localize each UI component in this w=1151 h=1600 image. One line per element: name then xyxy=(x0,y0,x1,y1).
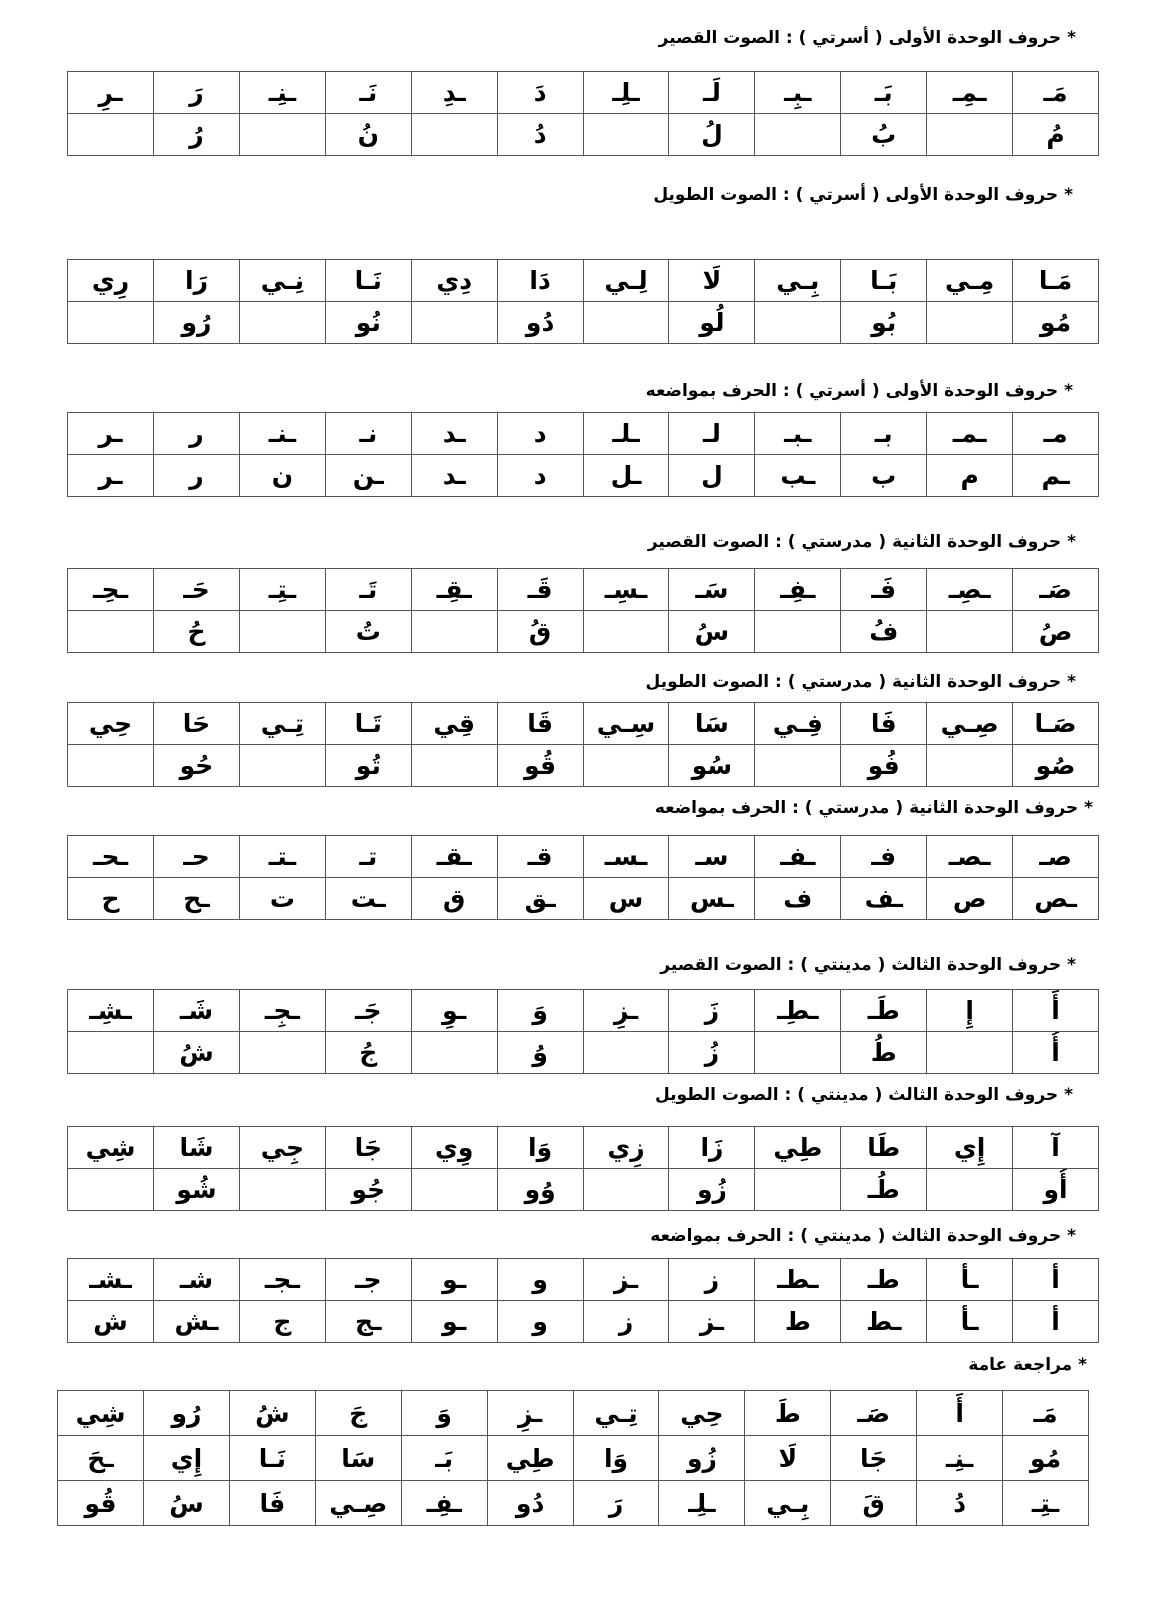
letter-cell: مُو xyxy=(1013,302,1099,344)
table-row xyxy=(68,745,1099,787)
letter-cell: طُ xyxy=(841,1032,927,1074)
letter-cell: بَـا xyxy=(841,260,927,302)
letter-cell: ج xyxy=(239,1301,325,1343)
letter-cell: ـط xyxy=(841,1301,927,1343)
letter-cell: لَا xyxy=(745,1436,831,1481)
letter-cell: ـأ xyxy=(927,1301,1013,1343)
letter-cell: حُو xyxy=(154,745,240,787)
letter-cell: سُ xyxy=(144,1481,230,1526)
letter-cell: ـب xyxy=(755,455,841,497)
letter-cell: ـفِـ xyxy=(755,569,841,611)
letter-cell: طَـ xyxy=(841,990,927,1032)
letter-cell: دُو xyxy=(497,302,583,344)
letter-cell: ر xyxy=(154,455,240,497)
letter-cell: بِـي xyxy=(755,260,841,302)
letter-cell: جَا xyxy=(325,1127,411,1169)
letter-cell: لِـي xyxy=(583,260,669,302)
letter-cell xyxy=(239,302,325,344)
letter-cell: آ xyxy=(1013,1127,1099,1169)
letter-cell: سـ xyxy=(669,836,755,878)
letter-cell: شُ xyxy=(229,1391,315,1436)
section-heading: * حروف الوحدة الثانية ( مدرستي ) : الصوت الطويل xyxy=(645,672,1076,692)
letter-cell: صِـي xyxy=(315,1481,401,1526)
letter-cell: زِي xyxy=(583,1127,669,1169)
letter-cell: تُ xyxy=(325,611,411,653)
table-row xyxy=(68,455,1099,497)
letter-cell: شـ xyxy=(154,1259,240,1301)
letter-cell: ف xyxy=(755,878,841,920)
letter-cell: أُ xyxy=(1013,1032,1099,1074)
letter-cell: ـرِ xyxy=(68,72,154,114)
letter-cell: قُو xyxy=(58,1481,144,1526)
letter-cell xyxy=(927,114,1013,156)
section-heading: * حروف الوحدة الأولى ( أسرتي ) : الصوت القصير xyxy=(658,28,1076,48)
letter-cell: بُو xyxy=(841,302,927,344)
section-heading: * حروف الوحدة الثالث ( مدينتي ) : الحرف بمواضعه xyxy=(650,1226,1076,1246)
letter-cell: ن xyxy=(239,455,325,497)
section-heading: * حروف الوحدة الثالث ( مدينتي ) : الصوت الطويل xyxy=(654,1085,1073,1105)
letter-cell: ـف xyxy=(841,878,927,920)
letter-cell: نَـ xyxy=(325,72,411,114)
letter-cell: تَـا xyxy=(325,703,411,745)
letter-cell: سَا xyxy=(315,1436,401,1481)
letter-cell: دُ xyxy=(917,1481,1003,1526)
letter-cell: وِي xyxy=(411,1127,497,1169)
table-row xyxy=(58,1436,1089,1481)
letter-cell: ـسِـ xyxy=(583,569,669,611)
letter-cell xyxy=(68,1169,154,1211)
letter-cell: ـز xyxy=(583,1259,669,1301)
letter-cell: وَا xyxy=(573,1436,659,1481)
letter-cell: ـوِ xyxy=(411,990,497,1032)
table-row xyxy=(68,260,1099,302)
letter-cell: مُو xyxy=(1003,1436,1089,1481)
letter-cell xyxy=(755,114,841,156)
letter-cell xyxy=(411,745,497,787)
letter-cell: رِي xyxy=(68,260,154,302)
table-row xyxy=(68,302,1099,344)
letter-cell: ص xyxy=(927,878,1013,920)
letter-cell: دُ xyxy=(497,114,583,156)
letter-cell: رُ xyxy=(154,114,240,156)
letter-cell: نَـا xyxy=(229,1436,315,1481)
letter-cell: ـق xyxy=(497,878,583,920)
letter-cell: جـ xyxy=(325,1259,411,1301)
letter-cell: تُو xyxy=(325,745,411,787)
letter-cell: سَـ xyxy=(669,569,755,611)
table-row xyxy=(68,990,1099,1032)
letter-cell: فَـ xyxy=(841,569,927,611)
letter-cell: جُ xyxy=(325,1032,411,1074)
table-row xyxy=(68,1169,1099,1211)
letter-cell: طُـ xyxy=(841,1169,927,1211)
letter-cell: وُو xyxy=(497,1169,583,1211)
letter-cell: ـر xyxy=(68,413,154,455)
table-row xyxy=(68,1301,1099,1343)
letter-cell xyxy=(411,1169,497,1211)
letter-cell: صَـ xyxy=(831,1391,917,1436)
letter-cell: طِي xyxy=(755,1127,841,1169)
letter-cell: سِـي xyxy=(583,703,669,745)
letter-cell: زَ xyxy=(669,990,755,1032)
section-heading: * حروف الوحدة الأولى ( أسرتي ) : الصوت الطويل xyxy=(653,185,1073,205)
letter-cell: ـو xyxy=(411,1301,497,1343)
letters-table xyxy=(67,1126,1099,1211)
letter-cell: ـسـ xyxy=(583,836,669,878)
letter-cell: جَـ xyxy=(325,990,411,1032)
letter-cell: و xyxy=(497,1259,583,1301)
letter-cell: قـ xyxy=(497,836,583,878)
letter-cell: ـد xyxy=(411,455,497,497)
letter-cell: ـأ xyxy=(927,1259,1013,1301)
letter-cell: شِي xyxy=(68,1127,154,1169)
table-row xyxy=(68,569,1099,611)
letter-cell: تَـ xyxy=(325,569,411,611)
letter-cell xyxy=(68,745,154,787)
letter-cell: ـز xyxy=(669,1301,755,1343)
letter-cell: فَا xyxy=(229,1481,315,1526)
letter-cell: قَـ xyxy=(497,569,583,611)
letter-cell: طـ xyxy=(841,1259,927,1301)
letter-cell: زُ xyxy=(669,1032,755,1074)
letter-cell: أ xyxy=(1013,1301,1099,1343)
letter-cell: ـحِـ xyxy=(68,569,154,611)
letter-cell: نُو xyxy=(325,302,411,344)
letter-cell xyxy=(927,1032,1013,1074)
letter-cell xyxy=(239,1169,325,1211)
letter-cell: صُ xyxy=(1013,611,1099,653)
letter-cell: صُو xyxy=(1013,745,1099,787)
letter-cell: دَ xyxy=(497,72,583,114)
letters-table xyxy=(67,1258,1099,1343)
letter-cell xyxy=(755,302,841,344)
letter-cell: نَـا xyxy=(325,260,411,302)
letter-cell: ـنِـ xyxy=(239,72,325,114)
letter-cell: مَـ xyxy=(1013,72,1099,114)
letter-cell: لُ xyxy=(669,114,755,156)
letter-cell xyxy=(239,1032,325,1074)
letter-cell xyxy=(583,611,669,653)
letter-cell: سَا xyxy=(669,703,755,745)
letter-cell: بُ xyxy=(841,114,927,156)
letter-cell: ـقِـ xyxy=(411,569,497,611)
table-row xyxy=(68,1032,1099,1074)
letter-cell xyxy=(411,114,497,156)
letter-cell: رُو xyxy=(144,1391,230,1436)
table-row xyxy=(58,1481,1089,1526)
table-row xyxy=(68,72,1099,114)
letter-cell: بَـ xyxy=(841,72,927,114)
letter-cell: ـلِـ xyxy=(659,1481,745,1526)
letter-cell: ـقـ xyxy=(411,836,497,878)
letter-cell: قُ xyxy=(497,611,583,653)
letter-cell: إِي xyxy=(144,1436,230,1481)
letter-cell: وَ xyxy=(497,990,583,1032)
table-row xyxy=(68,1259,1099,1301)
letter-cell xyxy=(68,611,154,653)
letter-cell: دِي xyxy=(411,260,497,302)
letter-cell: ش xyxy=(68,1301,154,1343)
letter-cell: فُو xyxy=(841,745,927,787)
letter-cell: ـشـ xyxy=(68,1259,154,1301)
letters-table xyxy=(67,835,1099,920)
letter-cell xyxy=(755,1032,841,1074)
letter-cell: ـفِـ xyxy=(401,1481,487,1526)
letter-cell: طَا xyxy=(841,1127,927,1169)
section-heading: * مراجعة عامة xyxy=(968,1355,1087,1375)
letter-cell: سُ xyxy=(669,611,755,653)
letter-cell: لَـ xyxy=(669,72,755,114)
letters-table xyxy=(67,259,1099,344)
letter-cell: ـس xyxy=(669,878,755,920)
letter-cell xyxy=(239,745,325,787)
letter-cell: فَا xyxy=(841,703,927,745)
letter-cell: وَا xyxy=(497,1127,583,1169)
letter-cell xyxy=(411,302,497,344)
letter-cell: قُو xyxy=(497,745,583,787)
table-row xyxy=(58,1391,1089,1436)
letter-cell xyxy=(755,745,841,787)
letter-cell: ـجـ xyxy=(239,1259,325,1301)
letter-cell: ـلِـ xyxy=(583,72,669,114)
letter-cell: دُو xyxy=(487,1481,573,1526)
letter-cell: ز xyxy=(583,1301,669,1343)
letter-cell: حِي xyxy=(68,703,154,745)
letter-cell: نِـي xyxy=(239,260,325,302)
letter-cell xyxy=(927,302,1013,344)
letter-cell: نـ xyxy=(325,413,411,455)
table-row xyxy=(68,878,1099,920)
letter-cell xyxy=(583,745,669,787)
letter-cell: رَ xyxy=(154,72,240,114)
letter-cell xyxy=(583,302,669,344)
letter-cell: زُو xyxy=(659,1436,745,1481)
letter-cell: ـتِـ xyxy=(1003,1481,1089,1526)
letter-cell: جُو xyxy=(325,1169,411,1211)
letter-cell: ـح xyxy=(154,878,240,920)
letter-cell: ـد xyxy=(411,413,497,455)
letter-cell: حِي xyxy=(659,1391,745,1436)
letter-cell: نُ xyxy=(325,114,411,156)
letter-cell: ـر xyxy=(68,455,154,497)
review-table xyxy=(57,1390,1089,1526)
letter-cell: ـطِـ xyxy=(755,990,841,1032)
letter-cell xyxy=(583,1169,669,1211)
letter-cell: ـو xyxy=(411,1259,497,1301)
letter-cell xyxy=(411,611,497,653)
letter-cell: جَ xyxy=(315,1391,401,1436)
letters-table xyxy=(67,702,1099,787)
letter-cell: ت xyxy=(239,878,325,920)
letter-cell: فـ xyxy=(841,836,927,878)
letter-cell: جِي xyxy=(239,1127,325,1169)
letter-cell: ـصِـ xyxy=(927,569,1013,611)
letter-cell: ـجِـ xyxy=(239,990,325,1032)
letter-cell: أُو xyxy=(1013,1169,1099,1211)
letter-cell: رَ xyxy=(573,1481,659,1526)
letter-cell xyxy=(927,1169,1013,1211)
letter-cell: زُو xyxy=(669,1169,755,1211)
letter-cell: دَا xyxy=(497,260,583,302)
letter-cell: ح xyxy=(68,878,154,920)
letter-cell: ـشِـ xyxy=(68,990,154,1032)
letter-cell: حَا xyxy=(154,703,240,745)
section-heading: * حروف الوحدة الثانية ( مدرستي ) : الصوت القصير xyxy=(647,532,1076,552)
letter-cell: أ xyxy=(1013,1259,1099,1301)
letter-cell: قَا xyxy=(497,703,583,745)
letter-cell: ز xyxy=(669,1259,755,1301)
letter-cell: قِي xyxy=(411,703,497,745)
letter-cell: بِـي xyxy=(745,1481,831,1526)
letter-cell: بـ xyxy=(841,413,927,455)
letter-cell: مَـ xyxy=(1003,1391,1089,1436)
letter-cell xyxy=(583,114,669,156)
letter-cell: تِـي xyxy=(239,703,325,745)
letter-cell: ب xyxy=(841,455,927,497)
letter-cell: ـلـ xyxy=(583,413,669,455)
letter-cell: حـ xyxy=(154,836,240,878)
letter-cell: ـمِـ xyxy=(927,72,1013,114)
letter-cell: س xyxy=(583,878,669,920)
letter-cell: ط xyxy=(755,1301,841,1343)
letter-cell: م xyxy=(927,455,1013,497)
letter-cell: أَ xyxy=(917,1391,1003,1436)
letter-cell xyxy=(583,1032,669,1074)
letter-cell: ـبِـ xyxy=(755,72,841,114)
letter-cell: لَا xyxy=(669,260,755,302)
letter-cell xyxy=(927,611,1013,653)
letter-cell: صـ xyxy=(1013,836,1099,878)
letters-table xyxy=(67,71,1099,156)
letter-cell: ل xyxy=(669,455,755,497)
letter-cell: ـنِـ xyxy=(917,1436,1003,1481)
letter-cell: سُو xyxy=(669,745,755,787)
letter-cell: شُو xyxy=(154,1169,240,1211)
letter-cell: أَ xyxy=(1013,990,1099,1032)
letter-cell: زَا xyxy=(669,1127,755,1169)
letter-cell: ـفـ xyxy=(755,836,841,878)
letter-cell: ـمـ xyxy=(927,413,1013,455)
letter-cell: مُ xyxy=(1013,114,1099,156)
section-heading: * حروف الوحدة الثانية ( مدرستي ) : الحرف بمواضعه xyxy=(654,798,1093,818)
section-heading: * حروف الوحدة الثالث ( مدينتي ) : الصوت القصير xyxy=(660,955,1076,975)
letters-table xyxy=(67,568,1099,653)
letter-cell: شَا xyxy=(154,1127,240,1169)
letter-cell: إِي xyxy=(927,1127,1013,1169)
letter-cell: رَا xyxy=(154,260,240,302)
letter-cell: تِـي xyxy=(573,1391,659,1436)
table-row xyxy=(68,836,1099,878)
letter-cell xyxy=(755,611,841,653)
table-row xyxy=(68,703,1099,745)
letter-cell: صِـي xyxy=(927,703,1013,745)
letter-cell: وَ xyxy=(401,1391,487,1436)
letter-cell: ـش xyxy=(154,1301,240,1343)
letter-cell: ـحَ xyxy=(58,1436,144,1481)
table-row xyxy=(68,413,1099,455)
letter-cell: لُو xyxy=(669,302,755,344)
letter-cell: تـ xyxy=(325,836,411,878)
letter-cell: ـدِ xyxy=(411,72,497,114)
letter-cell: د xyxy=(497,413,583,455)
table-row xyxy=(68,1127,1099,1169)
letter-cell xyxy=(927,745,1013,787)
table-row xyxy=(68,611,1099,653)
letter-cell: فُ xyxy=(841,611,927,653)
letter-cell: إِ xyxy=(927,990,1013,1032)
letter-cell xyxy=(68,302,154,344)
letter-cell: مَـا xyxy=(1013,260,1099,302)
letter-cell: ـل xyxy=(583,455,669,497)
letter-cell: ـج xyxy=(325,1301,411,1343)
section-heading: * حروف الوحدة الأولى ( أسرتي ) : الحرف بمواضعه xyxy=(645,381,1073,401)
letter-cell: ـزِ xyxy=(487,1391,573,1436)
letter-cell: د xyxy=(497,455,583,497)
letter-cell xyxy=(239,114,325,156)
letter-cell: ر xyxy=(154,413,240,455)
letter-cell: مـ xyxy=(1013,413,1099,455)
letter-cell: مِـي xyxy=(927,260,1013,302)
letter-cell: ـزِ xyxy=(583,990,669,1032)
letter-cell: ق xyxy=(411,878,497,920)
letter-cell xyxy=(755,1169,841,1211)
letter-cell: ـنـ xyxy=(239,413,325,455)
letter-cell xyxy=(239,611,325,653)
table-row xyxy=(68,114,1099,156)
letter-cell: لـ xyxy=(669,413,755,455)
letter-cell: شُ xyxy=(154,1032,240,1074)
letter-cell: ـتـ xyxy=(239,836,325,878)
letter-cell: صَـ xyxy=(1013,569,1099,611)
letter-cell xyxy=(68,1032,154,1074)
letters-table xyxy=(67,989,1099,1074)
letters-table xyxy=(67,412,1099,497)
letter-cell: شَـ xyxy=(154,990,240,1032)
letter-cell: ـص xyxy=(1013,878,1099,920)
letter-cell: ـتِـ xyxy=(239,569,325,611)
letter-cell: قَ xyxy=(831,1481,917,1526)
letter-cell: بَـ xyxy=(401,1436,487,1481)
letter-cell: ـطـ xyxy=(755,1259,841,1301)
letter-cell: وُ xyxy=(497,1032,583,1074)
letter-cell: ـت xyxy=(325,878,411,920)
letter-cell: ـم xyxy=(1013,455,1099,497)
letter-cell: صَـا xyxy=(1013,703,1099,745)
letter-cell: و xyxy=(497,1301,583,1343)
letter-cell: طَ xyxy=(745,1391,831,1436)
letter-cell: ـبـ xyxy=(755,413,841,455)
letter-cell: حَـ xyxy=(154,569,240,611)
letter-cell xyxy=(68,114,154,156)
letter-cell: جَا xyxy=(831,1436,917,1481)
letter-cell: ـن xyxy=(325,455,411,497)
letter-cell xyxy=(411,1032,497,1074)
letter-cell: شِي xyxy=(58,1391,144,1436)
letter-cell: فِـي xyxy=(755,703,841,745)
letter-cell: ـصـ xyxy=(927,836,1013,878)
letter-cell: طِي xyxy=(487,1436,573,1481)
letter-cell: رُو xyxy=(154,302,240,344)
letter-cell: ـحـ xyxy=(68,836,154,878)
letter-cell: حُ xyxy=(154,611,240,653)
